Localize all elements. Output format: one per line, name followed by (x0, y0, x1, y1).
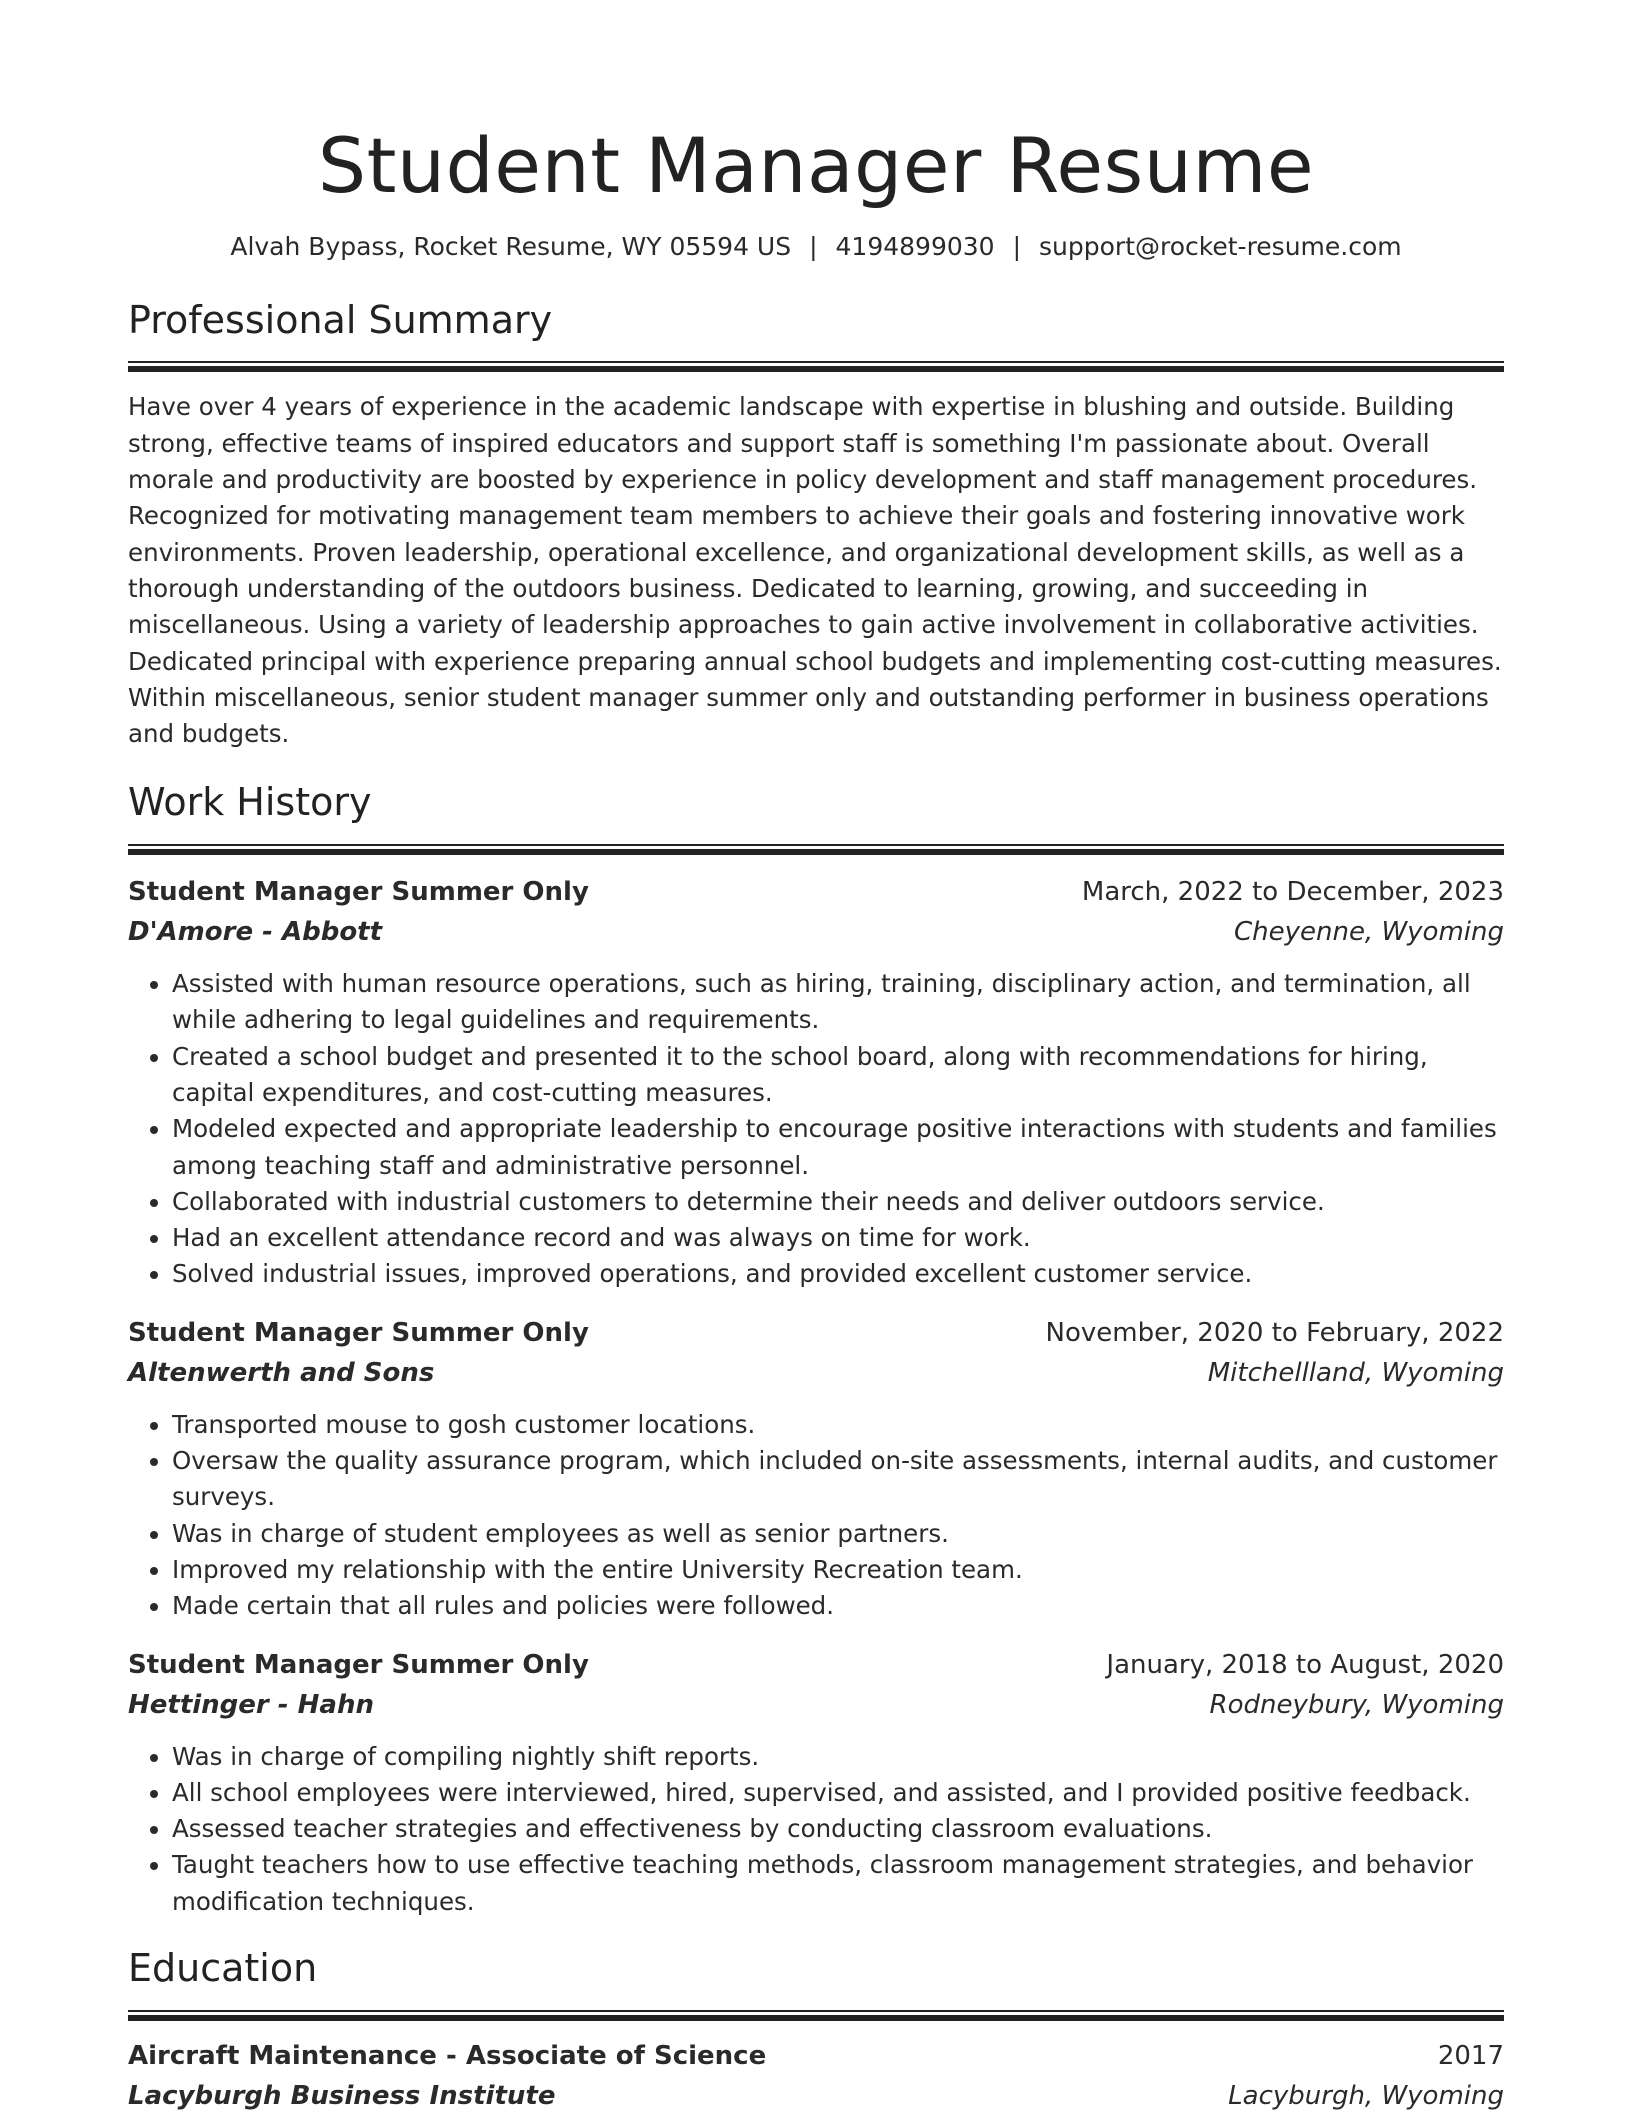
job-company: D'Amore - Abbott (128, 917, 383, 948)
section-divider (128, 2010, 1504, 2020)
job-company: Altenwerth and Sons (128, 1357, 435, 1388)
bullet-item: • Assessed teacher strategies and effectiveness by conducting classroom evaluations. (172, 1811, 1504, 1847)
contact-address: Alvah Bypass, Rocket Resume, WY 05594 US (230, 232, 792, 262)
contact-phone: 4194899030 (835, 232, 995, 262)
summary-section (128, 298, 1504, 753)
resume-title: Student Manager Resume (317, 121, 1315, 210)
section-divider (128, 844, 1504, 854)
bullet-item: • Collaborated with industrial customers to determine their needs and deliver outdoors service. (172, 1184, 1504, 1220)
job-dates: March, 2022 to December, 2023 (1081, 877, 1504, 908)
education-section (128, 1946, 1504, 2116)
contact-separator: | (809, 232, 818, 262)
work-history-heading: Work History (128, 780, 372, 825)
job-location: Rodneybury, Wyoming (1209, 1689, 1504, 1720)
bullet-item: • Was in charge of compiling nightly shift reports. (172, 1739, 1504, 1775)
job-title: Student Manager Summer Only (128, 877, 589, 908)
education-entry (128, 2036, 1504, 2116)
contact-line (128, 231, 1504, 264)
job-dates: January, 2018 to August, 2020 (1106, 1649, 1504, 1680)
job-company: Hettinger - Hahn (128, 1689, 374, 1720)
job-bullets (128, 1739, 1504, 1920)
job-entry (128, 872, 1504, 1293)
job-title: Student Manager Summer Only (128, 1649, 589, 1680)
bullet-item: • Transported mouse to gosh customer locations. (172, 1407, 1504, 1443)
job-title: Student Manager Summer Only (128, 1317, 589, 1348)
job-dates: November, 2020 to February, 2022 (1045, 1317, 1504, 1348)
bullet-item: • Assisted with human resource operations, such as hiring, training, disciplinary action, and termination, all while adhering to legal guidelines and requirements. (172, 966, 1504, 1039)
contact-separator: | (1012, 232, 1022, 262)
job-location: Cheyenne, Wyoming (1233, 917, 1504, 948)
work-history-section (128, 780, 1504, 1920)
bullet-item: • Was in charge of student employees as well as senior partners. (172, 1516, 1504, 1552)
summary-text: Have over 4 years of experience in the academic landscape with expertise in blushing and outside. Building strong, effective teams of inspired educators and support staff is something I'm passionate about. Overall morale and productivity are boosted by experience in policy development and staff management procedures. Recognized for motivating management team members to achieve their goals and fostering innovative work environments. Proven leadership, operational excellence, and organizational development skills, as well as a thorough understanding of the outdoors business. Dedicated to learning, growing, and succeeding in miscellaneous. Using a variety of leadership approaches to gain active involvement in collaborative activities. Dedicated principal with experience preparing annual school budgets and implementing cost-cutting measures. Within miscellaneous, senior student manager summer only and outstanding performer in business operations and budgets. (128, 392, 1502, 749)
bullet-item: • Made certain that all rules and policies were followed. (172, 1588, 1504, 1624)
bullet-item: • Oversaw the quality assurance program, which included on-site assessments, internal audits, and customer surveys. (172, 1443, 1504, 1516)
job-location: Mitchellland, Wyoming (1207, 1357, 1504, 1388)
education-school: Lacyburgh Business Institute (128, 2080, 556, 2111)
education-heading: Education (128, 1945, 318, 1990)
bullet-item: • Solved industrial issues, improved operations, and provided excellent customer service. (172, 1256, 1504, 1292)
bullet-item: • Created a school budget and presented it to the school board, along with recommendations for hiring, capital expenditures, and cost-cutting measures. (172, 1039, 1504, 1112)
job-entry (128, 1313, 1504, 1625)
bullet-item: • Taught teachers how to use effective teaching methods, classroom management strategies, and behavior modification techniques. (172, 1847, 1504, 1920)
education-degree: Aircraft Maintenance - Associate of Science (128, 2040, 767, 2071)
contact-email: support@rocket-resume.com (1039, 232, 1402, 262)
bullet-item: • All school employees were interviewed, hired, supervised, and assisted, and I provided positive feedback. (172, 1775, 1504, 1811)
education-location: Lacyburgh, Wyoming (1228, 2080, 1504, 2111)
job-entry (128, 1645, 1504, 1920)
summary-heading: Professional Summary (128, 297, 553, 342)
job-bullets (128, 1407, 1504, 1625)
job-bullets (128, 966, 1504, 1293)
bullet-item: • Had an excellent attendance record and was always on time for work. (172, 1220, 1504, 1256)
education-year: 2017 (1437, 2040, 1504, 2071)
section-divider (128, 361, 1504, 371)
bullet-item: • Modeled expected and appropriate leadership to encourage positive interactions with students and families among teaching staff and administrative personnel. (172, 1111, 1504, 1184)
bullet-item: • Improved my relationship with the entire University Recreation team. (172, 1552, 1504, 1588)
